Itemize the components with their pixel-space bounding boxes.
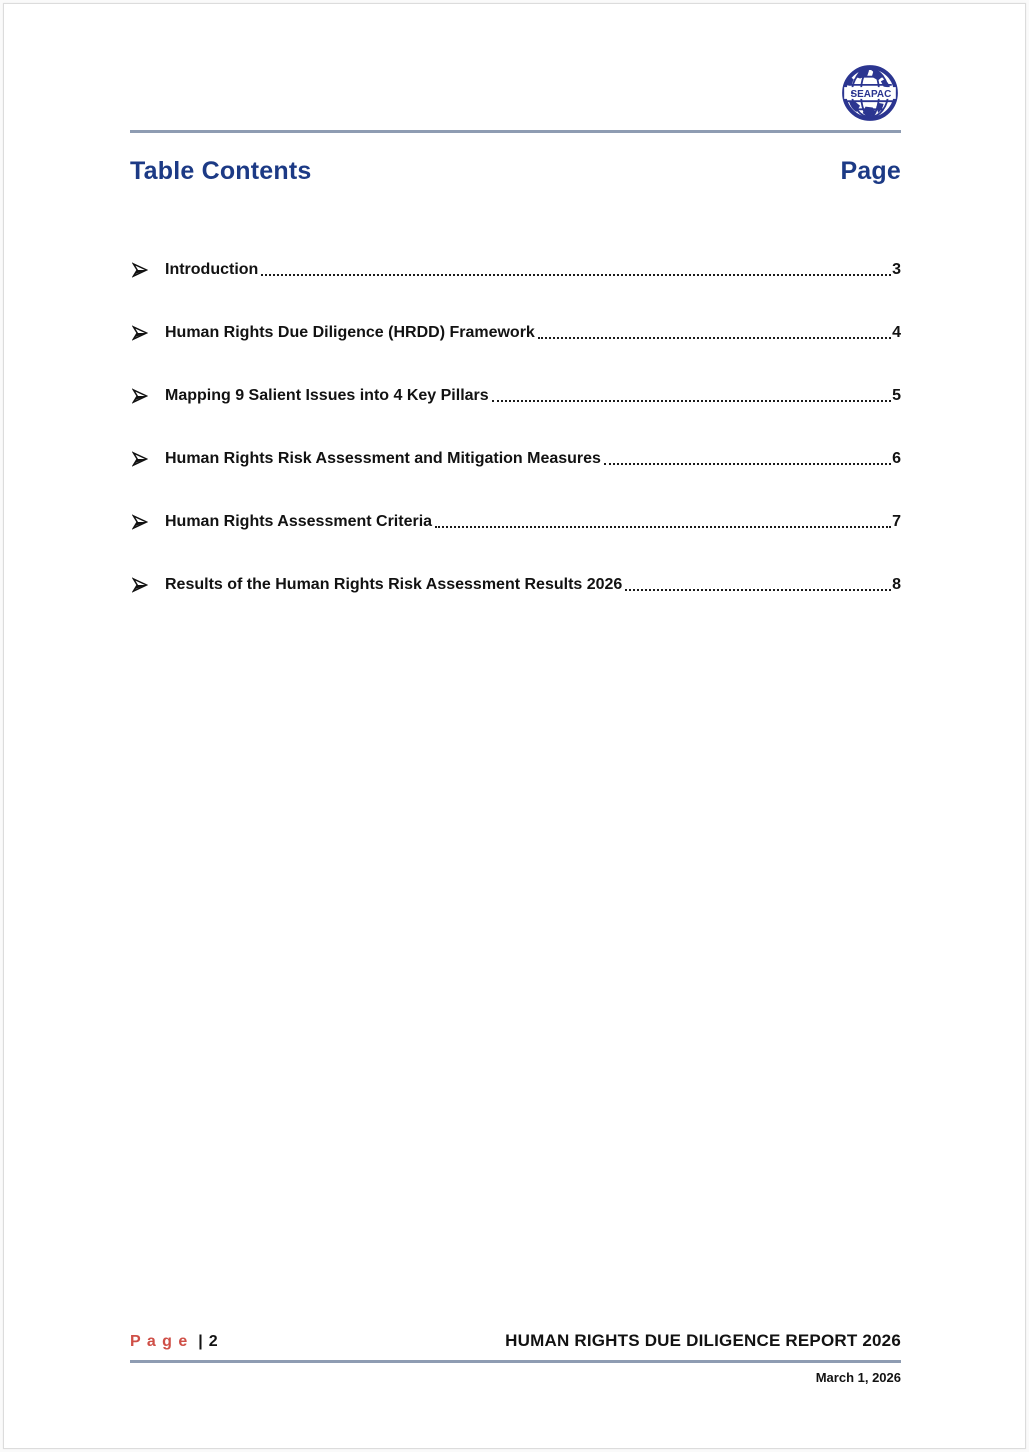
arrowhead-bullet-icon bbox=[132, 451, 148, 467]
toc-entry-label: Mapping 9 Salient Issues into 4 Key Pillars bbox=[165, 387, 489, 404]
footer-page-separator: | bbox=[198, 1333, 203, 1350]
toc-entry-label: Human Rights Due Diligence (HRDD) Framework bbox=[165, 324, 535, 341]
toc-title: Table Contents bbox=[130, 157, 312, 185]
toc-entry-label: Introduction bbox=[165, 261, 259, 278]
toc-entry-page-number: 8 bbox=[892, 576, 901, 593]
dot-leader bbox=[604, 463, 891, 465]
dot-leader bbox=[261, 274, 891, 276]
header-rule bbox=[130, 130, 901, 133]
toc-entry[interactable] bbox=[130, 384, 901, 406]
arrowhead-bullet-icon bbox=[132, 262, 148, 278]
toc-entry[interactable] bbox=[130, 573, 901, 595]
footer-page-word: P a g e bbox=[130, 1333, 189, 1350]
toc-entry-label: Human Rights Assessment Criteria bbox=[165, 513, 433, 530]
footer-page-number: 2 bbox=[208, 1333, 218, 1350]
toc-entry-page-number: 5 bbox=[892, 387, 901, 404]
footer-page-indicator bbox=[130, 1333, 218, 1351]
toc-entry[interactable] bbox=[130, 510, 901, 532]
footer-report-title: HUMAN RIGHTS DUE DILIGENCE REPORT 2026 bbox=[505, 1331, 901, 1350]
toc-entry-page-number: 4 bbox=[892, 324, 901, 341]
toc-entry-page-number: 7 bbox=[892, 513, 901, 530]
toc-entry[interactable] bbox=[130, 321, 901, 343]
seapac-globe-logo bbox=[841, 64, 899, 122]
toc-list bbox=[130, 258, 901, 636]
footer-date: March 1, 2026 bbox=[815, 1370, 901, 1385]
toc-entry-label: Results of the Human Rights Risk Assessment Results 2026 bbox=[165, 576, 623, 593]
logo-text: SEAPAC bbox=[850, 89, 892, 101]
toc-heading-row bbox=[130, 157, 901, 186]
dot-leader bbox=[538, 337, 891, 339]
footer-row bbox=[130, 1331, 901, 1351]
page-column-label: Page bbox=[840, 157, 901, 185]
toc-entry-page-number: 3 bbox=[892, 261, 901, 278]
arrowhead-bullet-icon bbox=[132, 388, 148, 404]
arrowhead-bullet-icon bbox=[132, 325, 148, 341]
toc-entry[interactable] bbox=[130, 258, 901, 280]
toc-entry-page-number: 6 bbox=[892, 450, 901, 467]
arrowhead-bullet-icon bbox=[132, 514, 148, 530]
dot-leader bbox=[492, 400, 891, 402]
toc-entry[interactable] bbox=[130, 447, 901, 469]
document-page bbox=[3, 3, 1026, 1449]
arrowhead-bullet-icon bbox=[132, 577, 148, 593]
dot-leader bbox=[625, 589, 891, 591]
dot-leader bbox=[435, 526, 891, 528]
footer-rule bbox=[130, 1360, 901, 1363]
toc-entry-label: Human Rights Risk Assessment and Mitigation Measures bbox=[165, 450, 601, 467]
